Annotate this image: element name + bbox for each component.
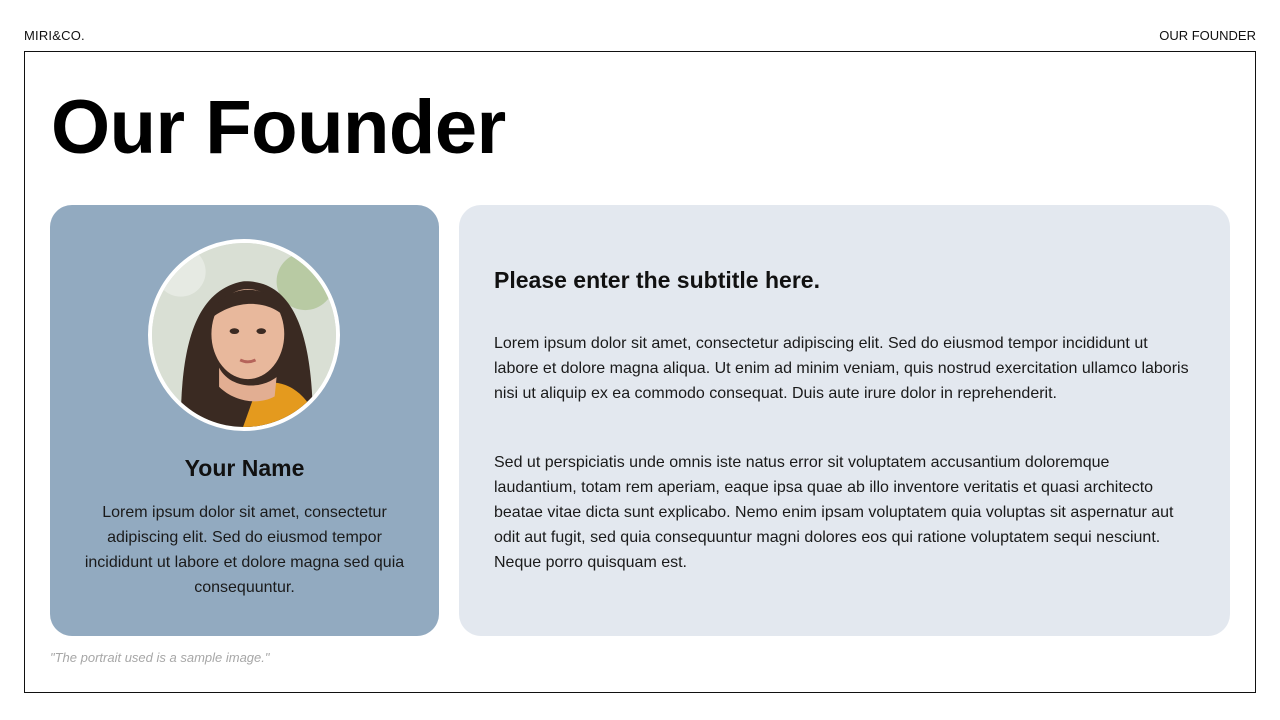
- avatar: [148, 239, 340, 431]
- detail-paragraph-2: Sed ut perspiciatis unde omnis iste natus error sit voluptatem accusantium doloremque laudantium, totam rem aperiam, eaque ipsa quae ab illo inventore veritatis et quasi architecto beatae vitae dicta sunt explicabo. Nemo enim ipsam voluptatem quia voluptas sit aspernatur aut odit aut fugit, sed quia consequuntur magni dolores eos qui ratione voluptatem sequi nesciunt. Neque porro quisquam est.: [494, 454, 1174, 571]
- detail-card: [459, 205, 1230, 636]
- profile-name: Your Name: [184, 455, 305, 481]
- detail-subtitle: Please enter the subtitle here.: [494, 267, 820, 293]
- profile-bio: Lorem ipsum dolor sit amet, consectetur adipiscing elit. Sed do eiusmod tempor incididunt ut labore et dolore magna sed quia consequuntur.: [84, 504, 405, 596]
- profile-card: [50, 205, 439, 636]
- section-label: OUR FOUNDER: [1159, 28, 1256, 43]
- brand-logo-text: MIRI&CO.: [24, 28, 85, 43]
- portrait-photo-icon: [152, 243, 336, 427]
- page-title: Our Founder: [51, 85, 506, 170]
- slide-frame: [24, 51, 1256, 693]
- detail-paragraph-1: Lorem ipsum dolor sit amet, consectetur adipiscing elit. Sed do eiusmod tempor incididunt ut labore et dolore magna aliqua. Ut enim ad minim veniam, quis nostrud exercitation ullamco laboris nisi ut aliquip ex ea commodo consequat. Duis aute irure dolor in reprehenderit.: [494, 335, 1189, 402]
- image-footnote: "The portrait used is a sample image.": [50, 650, 270, 665]
